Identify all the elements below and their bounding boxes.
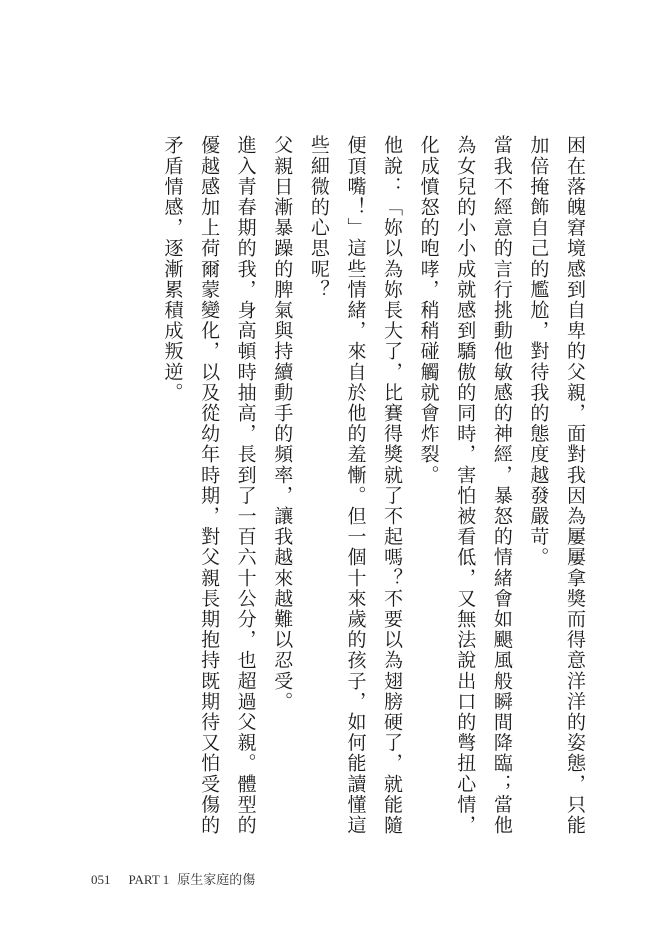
paragraph-5: 進入青春期的我，身高頓時抽高，長到了一百六十公分，也超過父親。體型的優越感加上荷爾蒙變化，以及從幼年時期，對父親長期抱持既期待又怕受傷的矛盾情感，逐漸累積成叛逆。 xyxy=(161,135,257,836)
page-footer xyxy=(91,869,255,888)
paragraph-3: 他說：「妳以為妳長大了，比賽得獎就了不起嗎？不要以為翅膀硬了，就能隨便頂嘴！」這些情緒，來自於他的羞慚。但一個十來歲的孩子，如何能讀懂這些細微的心思呢？ xyxy=(307,135,404,836)
part-label: PART 1 xyxy=(128,872,170,887)
page-number: 051 xyxy=(91,872,111,887)
paragraph-1: 困在落魄窘境感到自卑的父親，面對我因為屢屢拿獎而得意洋洋的姿態，只能加倍掩飾自己的尷尬，對待我的態度越發嚴苛。 xyxy=(527,135,586,836)
body-text xyxy=(154,135,593,855)
paragraph-4: 父親日漸暴躁的脾氣與持續動手的頻率，讓我越來越難以忍受。 xyxy=(271,135,294,712)
paragraph-2: 當我不經意的言行挑動他敏感的神經，暴怒的情緒會如颶風般瞬間降臨；當他為女兒的小小成就感到驕傲的同時，害怕被看低，又無法說出口的彆扭心情，化成憤怒的咆哮，稍稍碰觸就會炸裂。 xyxy=(417,135,513,836)
chapter-title: 原生家庭的傷 xyxy=(177,872,256,887)
